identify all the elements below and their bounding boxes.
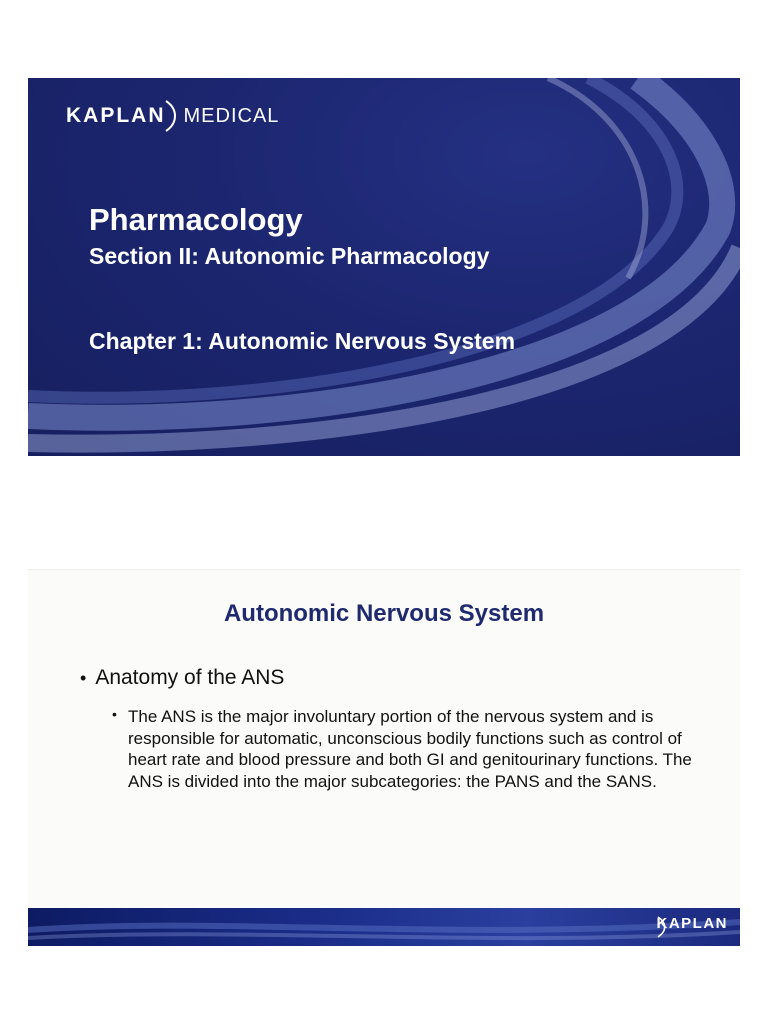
section-heading: Section II: Autonomic Pharmacology [89, 243, 490, 269]
footer-logo-brand: KAPLAN [656, 915, 728, 932]
logo-arc-icon [164, 99, 178, 133]
footer-logo-arc-icon [657, 915, 667, 939]
footer-wave-graphic [28, 908, 740, 946]
logo-suffix: MEDICAL [183, 104, 280, 127]
bullet-sub [112, 706, 715, 792]
logo-brand: KAPLAN [66, 104, 166, 127]
content-slide [28, 569, 740, 946]
bullet-main-text: Anatomy of the ANS [95, 666, 285, 689]
kaplan-medical-logo [66, 96, 279, 136]
slide-title: Pharmacology [89, 202, 303, 237]
content-slide-title: Autonomic Nervous System [223, 600, 545, 627]
footer-bar [28, 908, 740, 946]
bullet-dot-icon: • [80, 667, 87, 688]
bullet-main [80, 666, 284, 690]
chapter-heading: Chapter 1: Autonomic Nervous System [89, 328, 516, 354]
bullet-sub-text: The ANS is the major involuntary portion of the nervous system and is responsible for automatic, unconscious bodily functions such as control of heart rate and blood pressure and both GI and genitourinary functions. The ANS is divided into the major subcategories: the PANS and the SANS. [128, 707, 692, 791]
title-slide [28, 78, 740, 456]
footer-kaplan-logo [657, 915, 729, 932]
sub-bullet-dot-icon: • [112, 706, 117, 722]
